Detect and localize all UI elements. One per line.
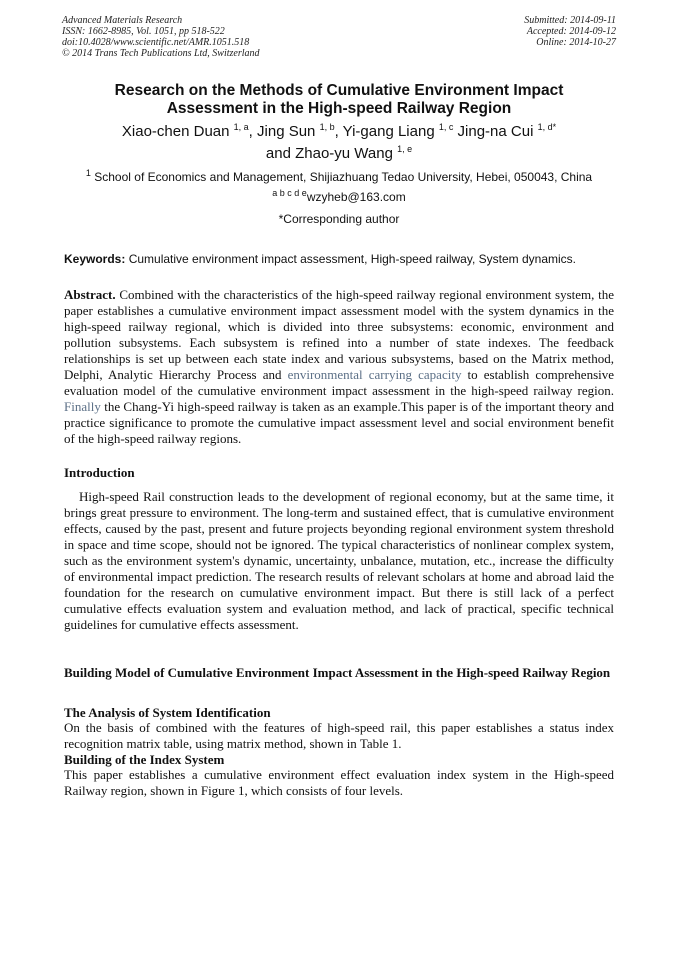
online-date: Online: 2014-10-27 xyxy=(536,37,616,48)
doi-line: doi:10.4028/www.scientific.net/AMR.1051.518 xyxy=(62,37,250,48)
submitted-date: Submitted: 2014-09-11 xyxy=(524,15,616,26)
journal-header xyxy=(62,15,260,59)
abstract-label: Abstract. xyxy=(64,287,116,302)
analysis-paragraph: On the basis of combined with the features of high-speed rail, this paper establishes a status index recognition matrix table, using matrix method, shown in Table 1. xyxy=(64,720,614,751)
keywords-text: Cumulative environment impact assessment, High-speed railway, System dynamics. xyxy=(128,252,576,266)
abstract-highlight: Finally xyxy=(64,399,101,414)
author-list: Xiao-chen Duan $^{1, a}$, Jing Sun $^{1, b}$, Yi-gang Liang $^{1, c}$ Jing-na Cui $^{1, d*}$ and Zhao-yu Wang $^{1, e}$ xyxy=(121,122,557,162)
dates-header xyxy=(524,15,616,48)
affiliation xyxy=(40,169,638,185)
journal-name: Advanced Materials Research xyxy=(62,15,183,26)
email-line xyxy=(40,189,638,205)
analysis-subheading: The Analysis of System Identification xyxy=(64,705,271,720)
keywords xyxy=(64,251,614,267)
email-sup: a b c d e xyxy=(272,188,307,198)
index-system-paragraph: This paper establishes a cumulative environment effect evaluation index system in the High-speed Railway region, shown in Figure 1, which consists of four levels. xyxy=(64,767,614,798)
affiliation-sup: 1 xyxy=(85,168,91,178)
paper-title xyxy=(40,82,638,118)
abstract-highlight: environmental carrying capacity xyxy=(287,367,462,382)
keywords-label: Keywords: xyxy=(64,252,126,266)
title-line-2: Assessment in the High-speed Railway Region xyxy=(166,100,512,117)
author-sup: 1, b xyxy=(319,122,335,132)
corresponding-author-note: *Corresponding author xyxy=(278,212,400,226)
author-sup: 1, d* xyxy=(537,122,557,132)
author-sup: 1, c xyxy=(438,122,454,132)
author-name: Jing Sun xyxy=(257,123,316,140)
copyright-line: © 2014 Trans Tech Publications Ltd, Switzerland xyxy=(62,48,260,59)
abstract-text: the Chang-Yi high-speed railway is taken as an example.This paper is of the important theory and practice significance to promote the cumulative impact assessment level and social environment benefit of the high-speed railway regions. xyxy=(64,399,614,446)
abstract xyxy=(64,287,614,447)
affiliation-text: School of Economics and Management, Shijiazhuang Tedao University, Hebei, 050043, China xyxy=(94,170,593,184)
title-block xyxy=(40,82,638,227)
issn-line: ISSN: 1662-8985, Vol. 1051, pp 518-522 xyxy=(62,26,225,37)
email-address[interactable]: wzyheb@163.com xyxy=(306,190,406,204)
author-sup: 1, a xyxy=(233,122,249,132)
author-name: Zhao-yu Wang xyxy=(295,145,393,162)
author-sup: 1, e xyxy=(397,144,413,154)
abstract-text: Combined with the characteristics of the high-speed railway regional environment system, the paper establishes a cumulative environment impact assessment model with the system dynamics in the high-speed railway regional, which is divided into three subsystems: economic, environment and pollution subsystems. Each subsystem is refined into a number of state indexes. The feedback relationships is set up between each state index and various subsystems, based on the Matrix method, Delphi, Analytic Hierarchy Process and xyxy=(64,287,614,382)
building-model-heading: Building Model of Cumulative Environment Impact Assessment in the High-speed Railway Region xyxy=(64,665,611,680)
author-conjunction: and xyxy=(265,145,291,162)
accepted-date: Accepted: 2014-09-12 xyxy=(526,26,616,37)
author-name: Yi-gang Liang xyxy=(342,123,435,140)
author-name: Jing-na Cui xyxy=(457,123,534,140)
index-system-subheading: Building of the Index System xyxy=(64,752,225,767)
introduction-heading: Introduction xyxy=(64,465,135,480)
title-line-1: Research on the Methods of Cumulative Environment Impact xyxy=(114,82,564,99)
introduction-paragraph: High-speed Rail construction leads to the development of regional economy, but at the same time, it brings great pressure to environment. The long-term and sustained effect, that is cumulative environment effects, caused by the past, present and future projects beyonding regional environment system threshold in space and time scope, should not be ignored. The typical characteristics of nonlinear complex system, such as the environment system's dynamic, uncertainty, unbalance, mutation, etc., increase the difficulty of environmental impact prediction. The research results of relevant scholars at home and abroad laid the foundation for the research on cumulative environment impact. But there is still lack of a perfect cumulative effects evaluation system and evaluation method, and lack of practical, specific technical guidelines for cumulative effects assessment. xyxy=(64,489,614,632)
author-name: Xiao-chen Duan xyxy=(121,123,230,140)
abstract-text: to establish comprehensive evaluation model of the cumulative environment impact assessment in the high-speed railway region. xyxy=(64,367,615,398)
